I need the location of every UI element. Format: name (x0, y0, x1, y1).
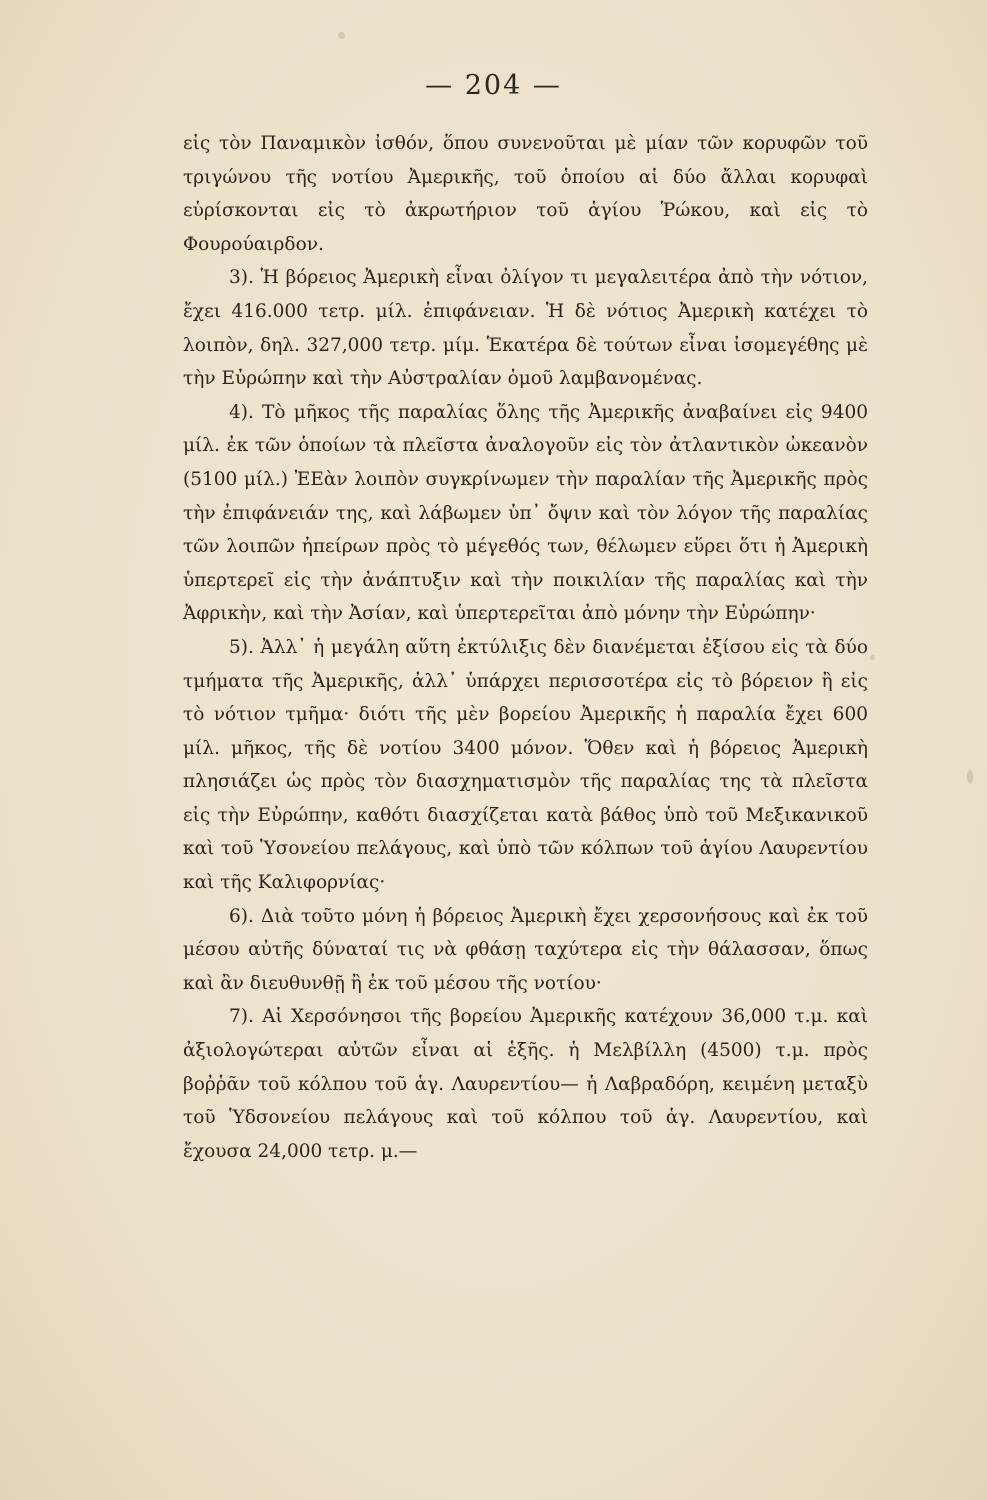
ink-spot (870, 655, 875, 660)
paragraph-4: 4). Τὸ μῆκος τῆς παραλίας ὅλης τῆς Ἀμερικῆς ἀναβαίνει εἰς 9400 μίλ. ἐκ τῶν ὁποίων τὰ πλεῖστα ἀναλογοῦν εἰς τὸν ἀτλαντικὸν ὠκεανὸν (5100 μίλ.) ἘΕὰν λοιπὸν συγκρίνωμεν τὴν παραλίαν τῆς Ἀμερικῆς πρὸς τὴν ἐπιφάνειάν της, καὶ λάβωμεν ὑπ᾽ ὄψιν καὶ τὸν λόγον τῆς παραλίας τῶν λοιπῶν ἠπείρων πρὸς τὸ μέγεθός των, θέλωμεν εὕρει ὅτι ἡ Ἀμερικὴ ὑπερτερεῖ εἰς τὴν ἀνάπτυξιν καὶ τὴν ποικιλίαν τῆς παραλίας καὶ τὴν Ἀφρικὴν, καὶ τὴν Ἀσίαν, καὶ ὑπερτερεῖται ἀπὸ μόνην τὴν Εὐρώπην· (183, 401, 868, 625)
paragraph-5: 5). Ἀλλ᾽ ἡ μεγάλη αὕτη ἐκτύλιξις δὲν διανέμεται ἐξίσου εἰς τὰ δύο τμήματα τῆς Ἀμερικῆς, ἀλλ᾽ ὑπάρχει περισσοτέρα εἰς τὸ βόρειον ἢ εἰς τὸ νότιον τμῆμα· διότι τῆς μὲν βορείου Ἀμερικῆς ἡ παραλία ἔχει 600 μίλ. μῆκος, τῆς δὲ νοτίου 3400 μόνον. Ὅθεν καὶ ἡ βόρειος Ἀμερικὴ πλησιάζει ὡς πρὸς τὸν διασχηματισμὸν τῆς παραλίας της τὰ πλεῖστα εἰς τὴν Εὐρώπην, καθότι διασχίζεται κατὰ βάθος ὑπὸ τοῦ Μεξικανικοῦ καὶ τοῦ Ὑσονείου πελάγους, καὶ ὑπὸ τῶν κόλπων τοῦ ἁγίου Λαυρεντίου καὶ τῆς Καλιφορνίας· (183, 636, 868, 894)
body-text (183, 127, 868, 1168)
paragraph-7: 7). Αἱ Χερσόνησοι τῆς βορείου Ἀμερικῆς κατέχουν 36,000 τ.μ. καὶ ἀξιολογώτεραι αὐτῶν εἶναι αἱ ἑξῆς. ἡ Μελβίλλη (4500) τ.μ. πρὸς βοῤῥᾶν τοῦ κόλπου τοῦ ἁγ. Λαυρεντίου— ἡ Λαβραδόρη, κειμένη μεταξὺ τοῦ Ὑδσονείου πελάγους καὶ τοῦ κόλπου τοῦ ἁγ. Λαυρεντίου, καὶ ἔχουσα 24,000 τετρ. μ.— (183, 1006, 868, 1162)
ink-spot (338, 32, 345, 39)
paragraph-continuation: εἰς τὸν Παναμικὸν ἰσθόν, ὅπου συνενοῦται μὲ μίαν τῶν κορυφῶν τοῦ τριγώνου τῆς νοτίου Ἀμερικῆς, τοῦ ὁποίου αἱ δύο ἄλλαι κορυφαὶ εὑρίσκονται εἰς τὸ ἀκρωτήριον τοῦ ἁγίου Ῥώκου, καὶ εἰς τὸ Φουρούαιρδον. (183, 133, 868, 255)
paragraph-3: 3). Ἡ βόρειος Ἀμερικὴ εἶναι ὀλίγον τι μεγαλειτέρα ἀπὸ τὴν νότιον, ἔχει 416.000 τετρ. μίλ. ἐπιφάνειαν. Ἡ δὲ νότιος Ἀμερικὴ κατέχει τὸ λοιπὸν, δηλ. 327,000 τετρ. μίμ. Ἑκατέρα δὲ τούτων εἶναι ἰσομεγέθης μὲ τὴν Εὐρώπην καὶ τὴν Αὐστραλίαν ὁμοῦ λαμβανομένας. (183, 267, 868, 390)
page-number-header: — 204 — (425, 70, 562, 101)
paragraph-6: 6). Διὰ τοῦτο μόνη ἡ βόρειος Ἀμερικὴ ἔχει χερσονήσους καὶ ἐκ τοῦ μέσου αὐτῆς δύναταί τις νὰ φθάσῃ ταχύτερα εἰς τὴν θάλασσαν, ὅπως καὶ ἂν διευθυνθῇ ἢ ἐκ τοῦ μέσου τῆς νοτίου· (183, 905, 868, 994)
ink-spot (967, 770, 973, 784)
